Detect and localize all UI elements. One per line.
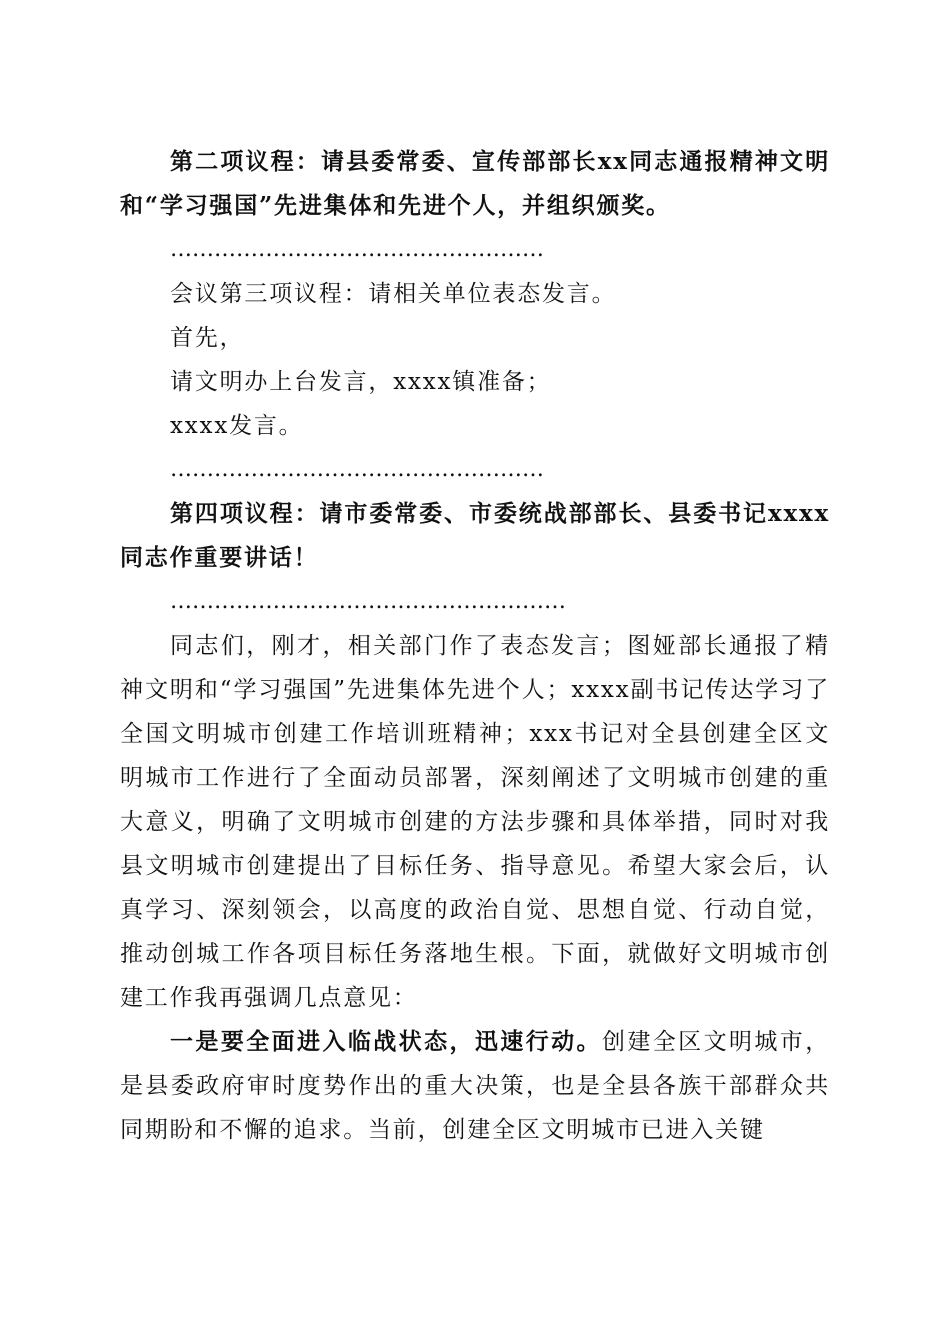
document-body	[120, 140, 830, 1152]
point-1-body: 创建全区文明城市，是县委政府审时度势作出的重大决策，也是全县各族干部群众共同期盼和不懈的追求。当前，创建全区文明城市已进入关键	[120, 1029, 830, 1143]
first-line: 首先，	[170, 325, 245, 351]
speech-paragraph: 同志们，刚才，相关部门作了表态发言；图娅部长通报了精神文明和“学习强国”先进集体先进个人；xxxx副书记传达学习了全国文明城市创建工作培训班精神；xxx书记对全县创建全区文明城市工作进行了全面动员部署，深刻阐述了文明城市创建的重大意义，明确了文明城市创建的方法步骤和具体举措，同时对我县文明城市创建提出了目标任务、指导意见。希望大家会后，认真学习、深刻领会，以高度的政治自觉、思想自觉、行动自觉，推动创城工作各项目标任务落地生根。下面，就做好文明城市创建工作我再强调几点意见：	[120, 633, 830, 1011]
speech-order-1: 请文明办上台发言，xxxx镇准备；	[170, 369, 552, 395]
point-1-heading: 一是要全面进入临战状态，迅速行动。	[170, 1028, 602, 1055]
speech-order-2: xxxx发言。	[170, 413, 304, 439]
ellipsis-separator-1: ……………………………………………	[170, 237, 544, 262]
agenda-item-2: 第二项议程：请县委常委、宣传部部长xx同志通报精神文明和“学习强国”先进集体和先进个人，并组织颁奖。	[120, 148, 830, 219]
agenda-item-4: 第四项议程：请市委常委、市委统战部部长、县委书记xxxx同志作重要讲话！	[120, 500, 830, 571]
point-1-paragraph	[120, 1020, 830, 1152]
ellipsis-separator-3: ………………………………………………	[170, 589, 566, 614]
ellipsis-separator-2: ……………………………………………	[170, 457, 544, 482]
agenda-item-3: 会议第三项议程：请相关单位表态发言。	[170, 281, 617, 307]
